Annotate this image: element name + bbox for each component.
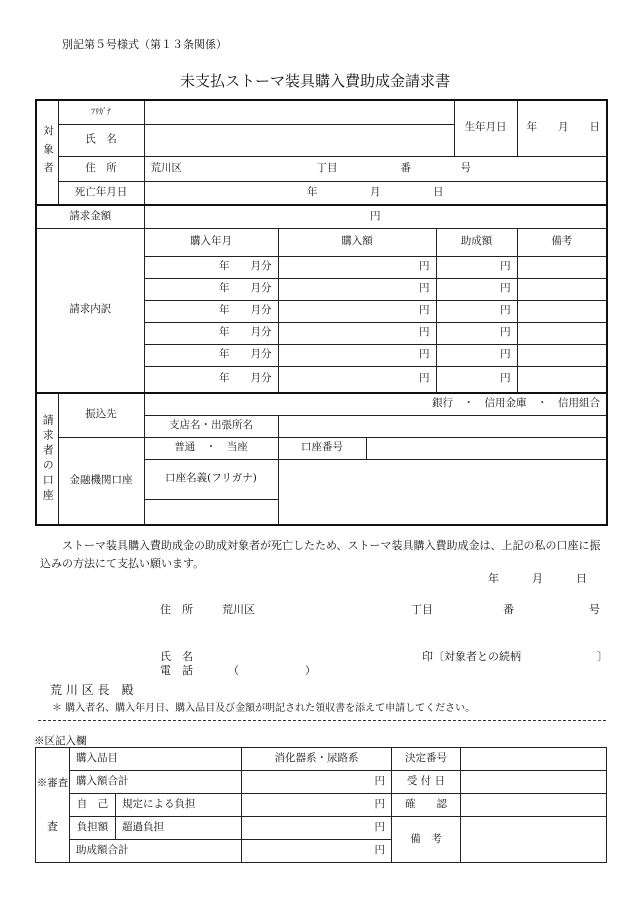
branch-field[interactable] [278,415,607,437]
holder-label: 口座名義(フリガナ) [144,459,278,499]
subsidy-total-label: 助成額合計 [70,840,242,863]
address-label: 住 所 [58,156,144,181]
furigana-label: ﾌﾘｶﾞﾅ [58,100,144,124]
row-purchase[interactable]: 円 [278,256,436,278]
applicant-address-label: 住 所 [160,603,193,616]
row-remarks[interactable] [517,322,607,344]
excess-burden-label: 超過負担 [116,817,242,840]
form-title: 未支払ストーマ装具購入費助成金請求書 [179,72,450,90]
address-chome: 丁目 [316,161,338,174]
addressee: 荒 川 区 長 殿 [50,683,134,697]
statement-text: ストーマ装具購入費助成金の助成対象者が死亡したため、ストーマ装具購入費助成金は、上記の私の口座に振込みの方法にて支払い願います。 [40,539,601,570]
institution-label: 金融機関口座 [58,437,144,525]
death-date-label: 死亡年月日 [58,181,144,205]
seal-relationship[interactable]: 印〔対象者との続柄 [422,650,521,663]
self-label: 自 己 [70,794,116,817]
applicant-name-label: 氏 名 [160,650,193,663]
decision-label: 決定番号 [392,748,461,771]
account-no-label: 口座番号 [278,437,366,459]
address-ward: 荒川区 [150,161,182,174]
review-label-bottom: 査 [36,794,70,863]
decision-field[interactable] [461,748,607,771]
rule-burden-label: 規定による負担 [116,794,242,817]
row-subsidy[interactable]: 円 [436,278,517,300]
row-purchase[interactable]: 円 [278,344,436,366]
burden-label: 負担額 [70,817,116,840]
row-remarks[interactable] [517,278,607,300]
row-month[interactable]: 年 月分 [144,300,278,322]
claim-amount-field[interactable]: 円 [144,205,607,228]
account-no-field[interactable] [366,437,607,459]
item-value[interactable]: 消化器系・尿路系 [242,748,392,771]
row-subsidy[interactable]: 円 [436,322,517,344]
row-remarks[interactable] [517,300,607,322]
subsidy-total-field[interactable]: 円 [242,840,392,863]
row-purchase[interactable]: 円 [278,322,436,344]
received-label: 受 付 日 [392,771,461,794]
total-field[interactable]: 円 [242,771,392,794]
transfer-label: 振込先 [58,393,144,437]
remarks-label: 備 考 [392,817,461,863]
row-remarks[interactable] [517,344,607,366]
row-month[interactable]: 年 月分 [144,366,278,393]
form-number: 別記第５号様式（第１３条関係） [62,38,227,51]
name-label: 氏 名 [58,124,144,156]
address-field[interactable] [144,156,607,181]
note: ＊ 購入者名、購入年月日、購入品目及び金額が明記された領収書を添えて申請してください。 [52,703,476,714]
row-month[interactable]: 年 月分 [144,344,278,366]
col-header-remarks: 備考 [517,228,607,256]
remarks-field[interactable] [461,817,607,863]
row-subsidy[interactable]: 円 [436,300,517,322]
col-header-subsidy: 助成額 [436,228,517,256]
birthdate-label: 生年月日 [454,100,517,156]
furigana-field[interactable] [144,100,454,124]
confirm-field[interactable] [461,794,607,817]
col-header-purchase: 購入額 [278,228,436,256]
tel-field[interactable]: （ ） [228,664,316,677]
row-month[interactable]: 年 月分 [144,256,278,278]
row-subsidy[interactable]: 円 [436,366,517,393]
applicant-address-go: 号 [589,603,600,616]
received-field[interactable] [461,771,607,794]
claim-amount-label: 請求金額 [36,205,144,228]
tel-label: 電 話 [160,664,193,677]
claim-detail-label: 請求内訳 [36,228,144,393]
bank-type-field[interactable]: 銀行 ・ 信用金庫 ・ 信用組合 [144,393,607,415]
applicant-address-ward: 荒川区 [222,603,255,616]
confirm-label: 確 認 [392,794,461,817]
applicant-address-ban: 番 [503,603,514,616]
name-field[interactable] [144,124,454,156]
row-purchase[interactable]: 円 [278,300,436,322]
cut-line [38,720,606,721]
row-purchase[interactable]: 円 [278,278,436,300]
applicant-address-chome: 丁目 [411,603,433,616]
row-remarks[interactable] [517,256,607,278]
address-ban: 番 [400,161,411,174]
branch-label: 支店名・出張所名 [144,415,278,437]
holder-field[interactable] [278,459,607,499]
rule-burden-field[interactable]: 円 [242,794,392,817]
subject-label: 対象者 [36,100,58,205]
row-subsidy[interactable]: 円 [436,344,517,366]
row-purchase[interactable]: 円 [278,366,436,393]
total-label: 購入額合計 [70,771,242,794]
account-type-field[interactable]: 普通 ・ 当座 [144,437,278,459]
row-month[interactable]: 年 月分 [144,278,278,300]
account-label: 請求者の口座 [36,393,58,525]
birthdate-field[interactable]: 年 月 日 [517,100,607,156]
col-header-month: 購入年月 [144,228,278,256]
row-month[interactable]: 年 月分 [144,322,278,344]
death-date-field[interactable]: 年 月 日 [144,181,607,205]
main-form-table [35,99,608,526]
seal-relationship-close: 〕 [597,650,608,663]
row-remarks[interactable] [517,366,607,393]
address-go: 号 [460,161,471,174]
excess-burden-field[interactable]: 円 [242,817,392,840]
review-label-top: ※審査 [36,748,70,794]
office-table [35,747,607,863]
row-subsidy[interactable]: 円 [436,256,517,278]
office-use-title: ※区記入欄 [34,735,87,747]
item-label: 購入品目 [70,748,242,771]
statement-date[interactable]: 年 月 日 [488,572,587,585]
